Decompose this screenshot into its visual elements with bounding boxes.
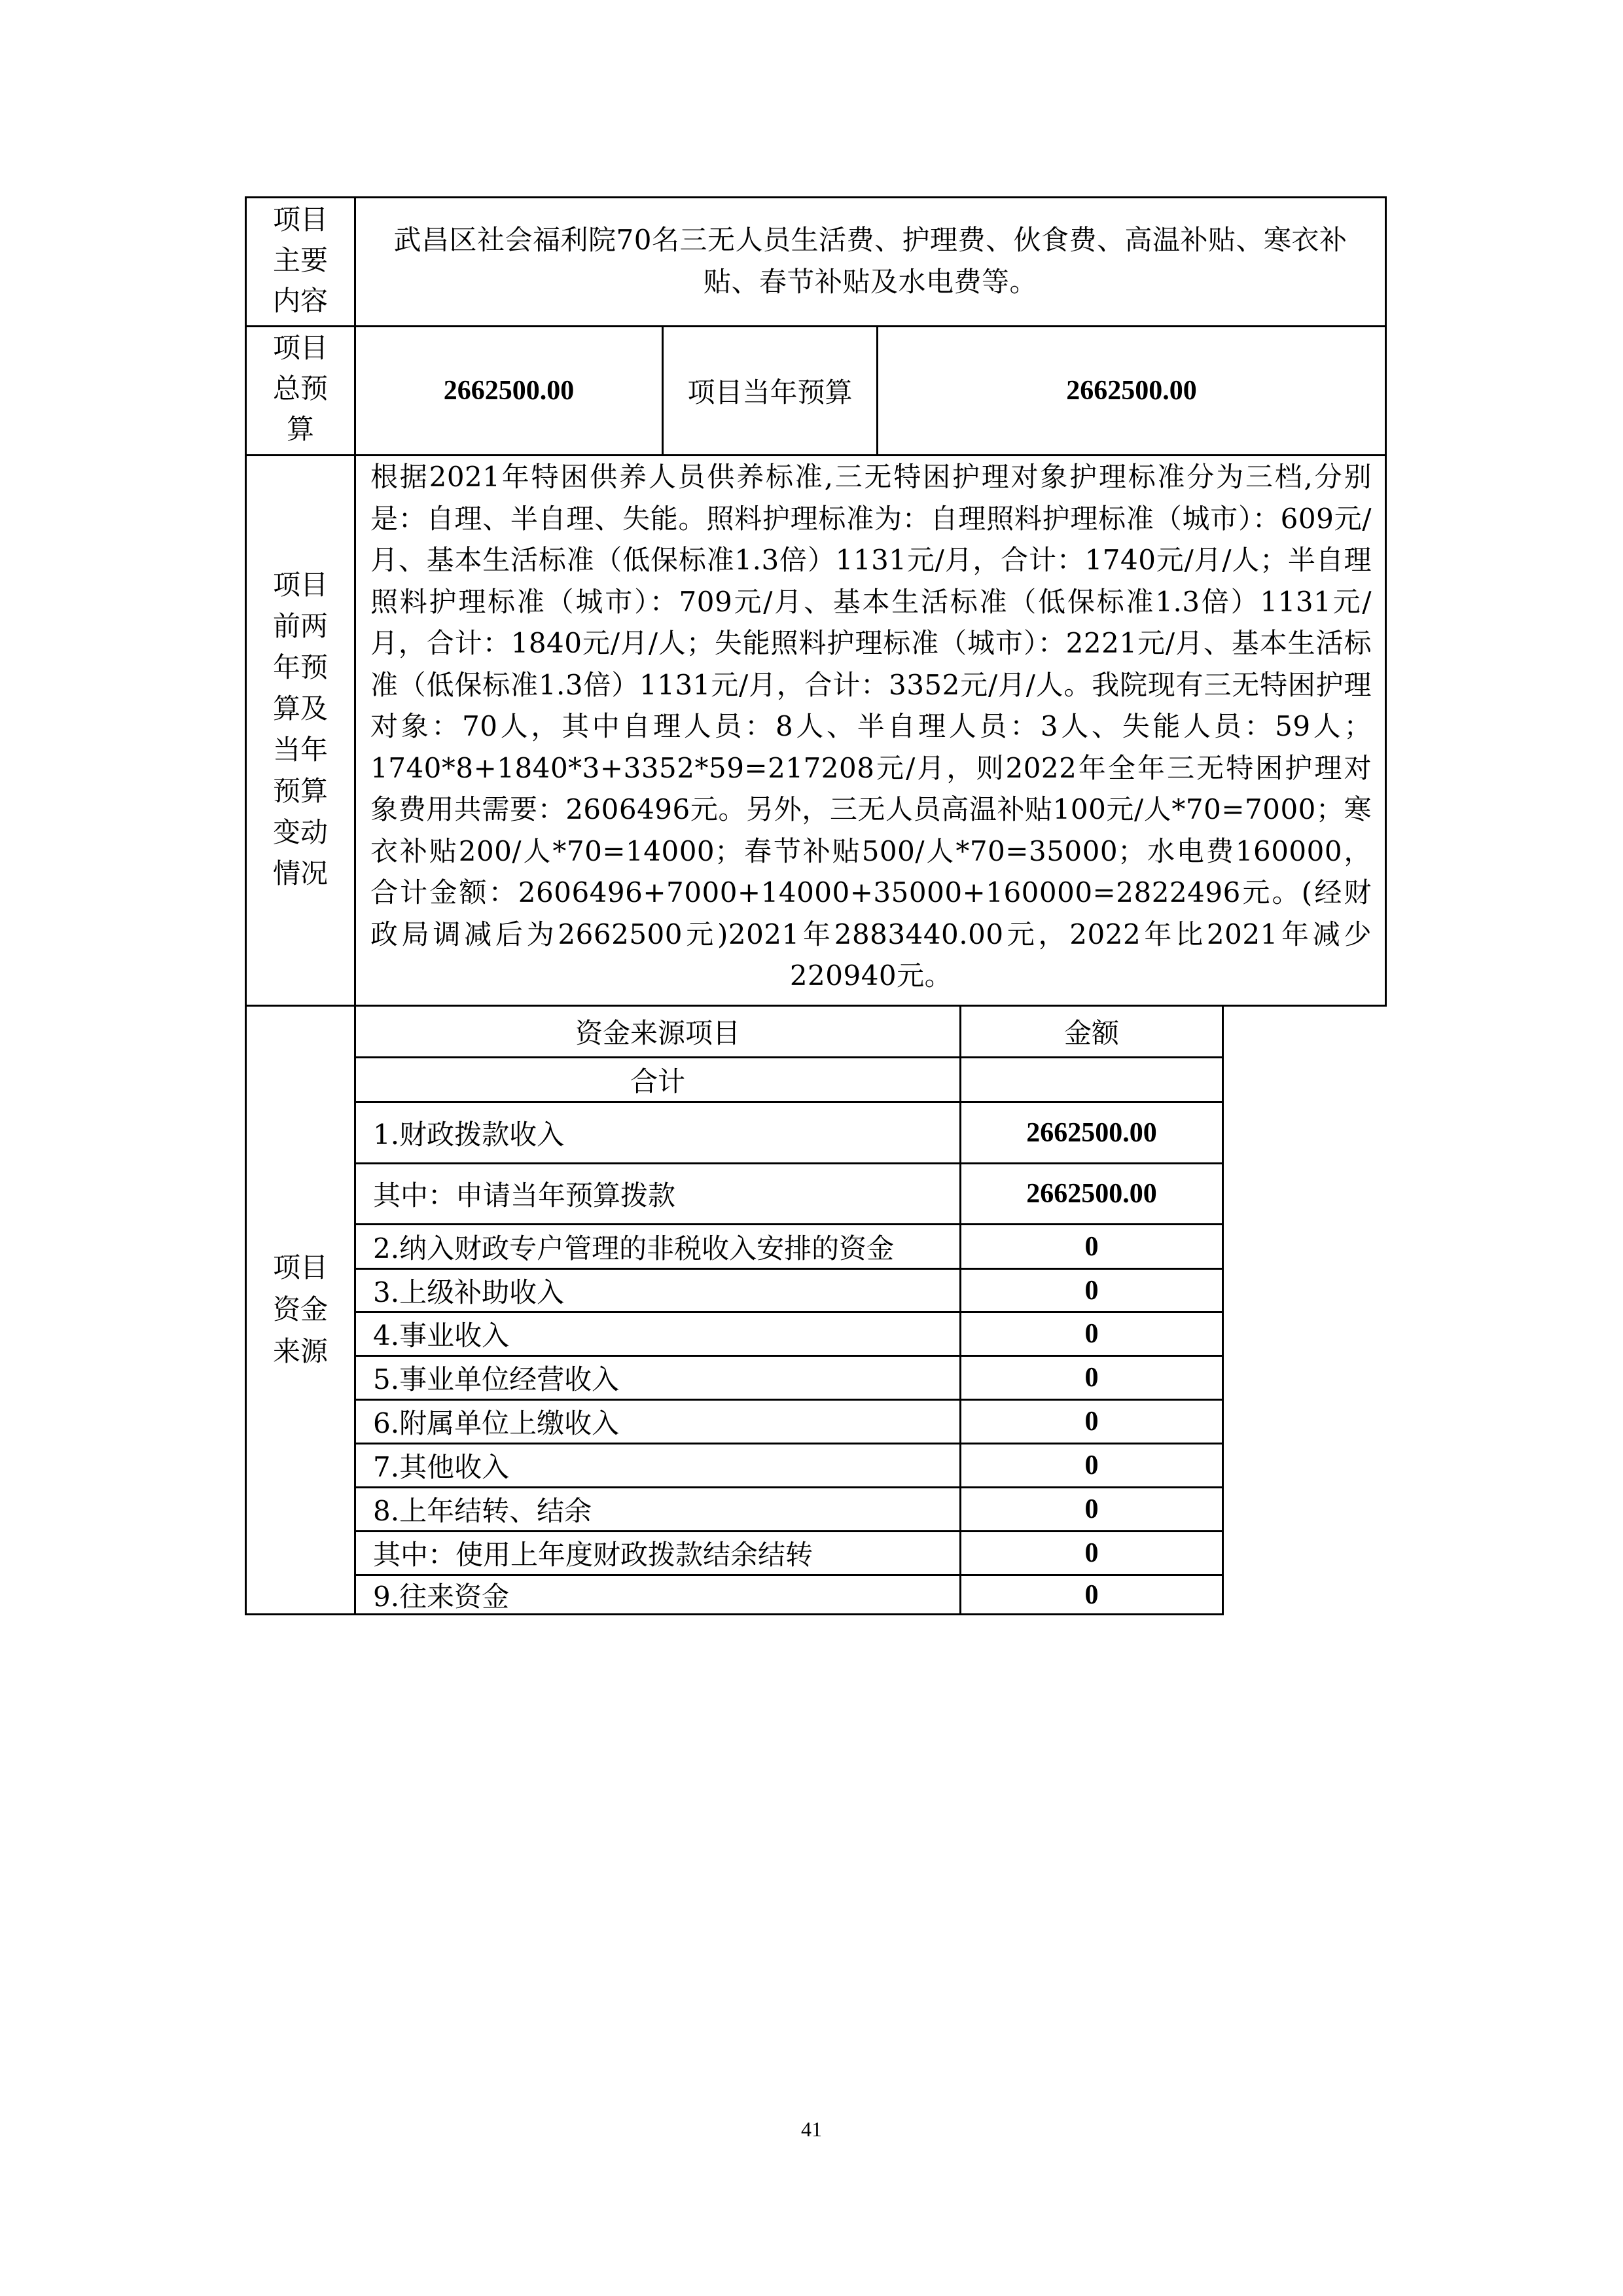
funding-row-amount: 0 [1084, 1275, 1099, 1306]
label-line: 来源 [272, 1335, 328, 1367]
label-line: 当年 [272, 734, 328, 766]
funding-row-item: 其中：使用上年度财政拨款结余结转 [373, 1539, 813, 1571]
funding-row-item: 合计 [630, 1065, 685, 1098]
funding-row-item: 1.财政拨款收入 [373, 1118, 565, 1151]
budget-change-text: 根据2021年特困供养人员供养标准,三无特困护理对象护理标准分为三档,分别是：自理、半自理、失能。照料护理标准为：自理照料护理标准（城市）：609元/月、基本生活标准（低保标准1.3倍）1131元/月，合计：1740元/月/人；半自理照料护理标准（城市）：709元/月、基本生活标准（低保标准1.3倍）1131元/月，合计：1840元/月/人；失能照料护理标准（城市）：2221元/月、基本生活标准（低保标准1.3倍）1131元/月，合计：3352元/月/人。我院现有三无特困护理对象：70人，其中自理人员：8人、半自理人员：3人、失能人员：59人；1740*8+1840*3+3352*59=217208元/月，则2022年全年三无特困护理对象费用共需要：2606496元。另外，三无人员高温补贴100元/人*70=7000；寒衣补贴200/人*70=14000；春节补贴500/人*70=35000；水电费160000，合计金额：2606496+7000+14000+35000+160000=2822496元。(经财政局调减后为2662500元)2021年2883440.00元，2022年比2021年减少220940元。 [370, 461, 1372, 992]
funding-row-amount: 0 [1084, 1407, 1099, 1437]
label-line: 前两 [272, 610, 328, 642]
current-budget-label: 项目当年预算 [687, 376, 853, 408]
funding-row-item: 5.事业单位经营收入 [373, 1363, 620, 1395]
page-number: 41 [801, 2117, 822, 2141]
funding-row-item: 4.事业收入 [373, 1319, 510, 1352]
funding-row-amount: 0 [1084, 1450, 1099, 1480]
funding-row-item: 3.上级补助收入 [373, 1276, 565, 1308]
label-line: 主要 [272, 244, 328, 276]
rule [245, 1613, 356, 1615]
label-line: 总预 [272, 372, 328, 404]
total-budget-value: 2662500.00 [443, 376, 575, 406]
funding-row-amount: 2662500.00 [1026, 1117, 1157, 1148]
main-content-text: 武昌区社会福利院70名三无人员生活费、护理费、伙食费、高温补贴、寒衣补贴、春节补贴及水电费等。 [393, 224, 1347, 298]
label-line: 算及 [272, 692, 328, 725]
funding-row-item: 其中：申请当年预算拨款 [373, 1179, 676, 1211]
label-line: 资金 [272, 1293, 328, 1325]
label-line: 年预 [272, 651, 328, 683]
label-line: 项目 [272, 1251, 328, 1283]
rule [1222, 1005, 1224, 1615]
label-line: 算 [286, 413, 314, 445]
label-line: 项目 [272, 204, 328, 236]
funding-source-label [247, 1247, 354, 1372]
funding-row-item: 2.纳入财政专户管理的非税收入安排的资金 [373, 1232, 895, 1265]
funding-row-item: 7.其他收入 [373, 1451, 510, 1483]
label-line: 情况 [272, 857, 328, 889]
funding-row-item: 9.往来资金 [373, 1580, 510, 1613]
funding-row-amount: 0 [1084, 1494, 1099, 1524]
funding-row-amount: 0 [1084, 1231, 1099, 1262]
rule [245, 196, 1387, 198]
label-line: 内容 [272, 285, 328, 317]
funding-header-amount: 金额 [1063, 1017, 1119, 1049]
rule [1385, 196, 1387, 1007]
funding-row-item: 6.附属单位上缴收入 [373, 1407, 620, 1439]
funding-row-item: 8.上年结转、结余 [373, 1495, 592, 1527]
label-line: 项目 [272, 569, 328, 601]
funding-row-amount: 0 [1084, 1319, 1099, 1349]
label-line: 项目 [272, 332, 328, 364]
label-line: 预算 [272, 775, 328, 807]
funding-row-amount: 0 [1084, 1579, 1099, 1610]
funding-row-amount: 0 [1084, 1538, 1099, 1568]
budget-change-label [247, 564, 354, 894]
funding-row-amount: 2662500.00 [1026, 1179, 1157, 1209]
funding-row-amount [961, 1058, 1222, 1101]
funding-header-item: 资金来源项目 [575, 1017, 740, 1049]
main-content-label [247, 200, 354, 321]
current-budget-value: 2662500.00 [1066, 376, 1197, 406]
label-line: 变动 [272, 816, 328, 848]
total-budget-label [247, 328, 354, 450]
funding-row-amount: 0 [1084, 1363, 1099, 1393]
